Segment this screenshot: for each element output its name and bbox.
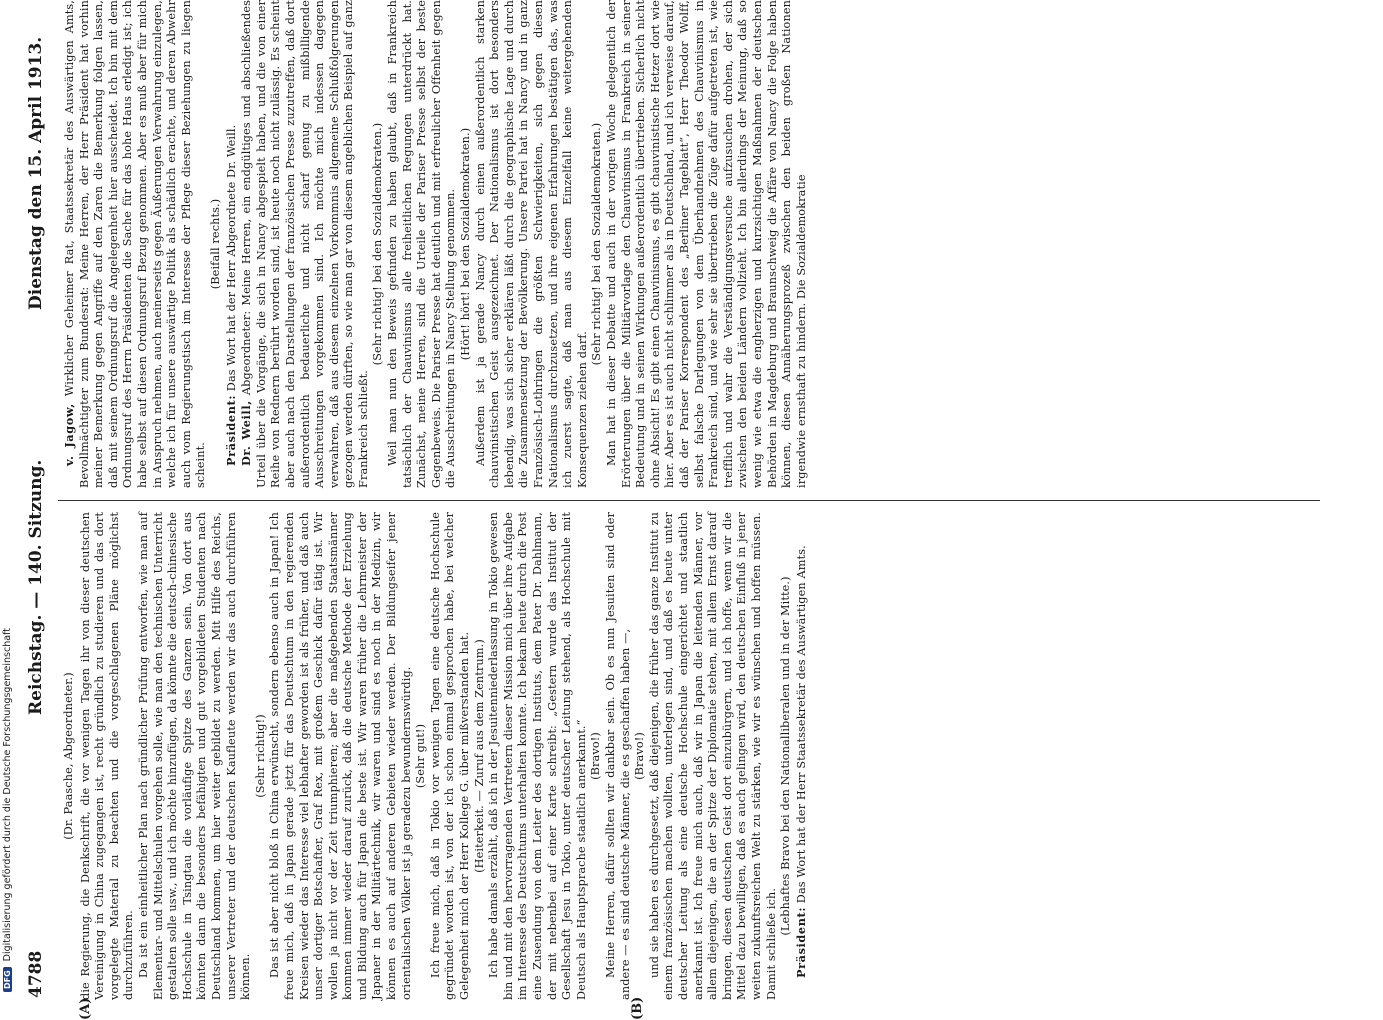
margin-marker-a: (A) xyxy=(78,997,93,1020)
reaction: (Lebhaftes Bravo bei den Nationalliberalen und in der Mitte.) xyxy=(779,576,793,936)
paragraph: Ich freue mich, daß in Tokio vor wenigen Tagen eine deutsche Hochschule gegründet worden ist, von der ich schon einmal gesprochen habe, bei welcher Gelegenheit mich der Herr Kollege G. über mißverstanden hat. xyxy=(428,512,472,1000)
reaction: (Heiterkeit. — Zuruf aus dem Zentrum.) xyxy=(472,639,486,873)
document-page xyxy=(20,0,1320,1020)
paragraph: Meine Herren, dafür sollten wir dankbar sein. Ob es nun Jesuiten sind oder andere — es sind deutsche Männer, die es geschaffen haben —, xyxy=(603,512,632,1000)
paragraph xyxy=(239,0,371,488)
reaction: (Bravo!) xyxy=(589,732,603,780)
margin-marker-b: (B) xyxy=(630,996,645,1020)
reaction: (Hört! hört! bei den Sozialdemokraten.) xyxy=(459,127,473,361)
page-number: 4788 xyxy=(26,950,46,998)
paragraph: Weil man nun den Beweis gefunden zu haben glaubt, daß in Frankreich tatsächlich der Chauvinismus alle freiheitlichen Regungen unterdrückt hat. Zunächst, meine Herren, sind die Urteile der Pariser Presse selbst der beste Gegenbeweis. Die Pariser Presse hat deutlich und mit erfreulicher Offenheit gegen die Ausschreitungen in Nancy Stellung genommen. xyxy=(386,0,458,488)
paragraph: Außerdem ist ja gerade Nancy durch einen außerordentlich starken chauvinistischen Geist ausgezeichnet. Der Nationalismus ist dort besonders lebendig, was sich sicher erklären läßt durch die geographische Lage und durch die Zusammensetzung der Bevölkerung. Unsere Partei hat in Nancy und in ganz Französisch-Lothringen die größten Schwierigkeiten, sich gegen diesen Nationalismus durchzusetzen, und ihre eigenen Erfahrungen bestätigen das, was ich zuerst sagte, daß man aus diesem Einzelfall keine weitergehenden Konsequenzen ziehen darf. xyxy=(473,0,589,488)
paragraph: Das ist aber nicht bloß in China erwünscht, sondern ebenso auch in Japan! Ich freue mich, daß in Japan gerade jetzt für das Deutschtum in den regierenden Kreisen wieder das Interesse viel lebhafter geworden ist als früher, und daß auch unser dortiger Botschafter, Graf Rex, mit großem Geschick dafür tätig ist. Wir wollen ja nicht vor der Zeit triumphieren; aber die maßgebenden Staatsmänner kommen immer wieder darauf zurück, daß die deutsche Methode der Erziehung und Bildung auch für Japan die beste ist. Wir waren früher die Lehrmeister der Japaner in der Militärtechnik, wir waren und sind es noch in der Medizin, wir können es auch auf anderen Gebieten wieder werden. Der Bildungseifer jener orientalischen Völker ist ja geradezu bewundernswürdig. xyxy=(268,512,413,1000)
speaker-label: Präsident: xyxy=(223,394,238,466)
paragraph: Ich habe damals erzählt, daß ich in der Jesuitenniederlassung in Tokio gewesen bin und mit den hervorragenden Vertretern dieser Mission mich über ihre Aufgabe im Interesse des Deutschtums unterhalten konnte. Ich bekam heute durch die Post eine Zusendung von dem Leiter des dortigen Instituts, dem Pater Dr. Dahlmann, der mit nebenbei auf einer Karte schreibt: „Gestern wurde das Institut der Gesellschaft Jesu in Tokio, unter deutscher Leitung stehend, als Hochschule mit Deutsch als Hauptsprache staatlich anerkannt.“ xyxy=(487,512,588,1000)
speaker-label: Dr. Weill, xyxy=(239,400,254,466)
session-date: Dienstag den 15. April 1913. xyxy=(26,36,46,310)
dfg-logo: DFG xyxy=(3,967,12,992)
session-title: Reichstag. — 140. Sitzung. xyxy=(26,459,46,715)
speech-text: Das Wort hat der Herr Staatssekretär des Auswärtigen Amts. xyxy=(794,545,808,907)
reaction: (Sehr richtig!) xyxy=(253,714,267,798)
paragraph: Da ist ein einheitlicher Plan nach gründlicher Prüfung entworfen, wie man auf Elementar- und Mittelschulen vorgehen solle, wie man den technischen Unterricht gestalten solle usw., und ich möchte hinzufügen, da könnte die deutsch-chinesische Hochschule in Tsingtau die vorläufige Spitze des Ganzen sein. Von dort aus könnten dann die besonders befähigten und gut vorgebildeten Studenten nach Deutschland kommen, um hier weiter gebildet zu werden. Mit Hilfe des Reichs, unserer Vertreter und der deutschen Kaufleute werden wir das auch durchführen können. xyxy=(136,512,253,1000)
left-column xyxy=(62,512,809,1000)
speech-text: Wirklicher Geheimer Rat, Staatssekretär des Auswärtigen Amts, Bevollmächtigter zum Bundesrat: Meine Herren, der Herr Präsident hat vorhin meiner Bemerkung gegen Angriffe auf den Zaren die Bemerkung folgen lassen, daß mit seinem Ordnungsruf die Angelegenheit hier ausscheidet. Ich bin mit dem Ordnungsruf des Herrn Präsidenten die Sache für das hohe Haus erledigt ist; ich habe selbst auf diesen Ordnungsruf Bezug genommen. Aber es muß aber für mich in Anspruch nehmen, auch meinerseits gegen Äußerungen Verwahrung einzulegen, welche ich für unsere auswärtige Politik als schädlich erachte, und deren Abwehr auch vom Regierungstisch im Interesse der Pflege dieser Beziehungen zu liegen scheint. xyxy=(63,0,208,488)
reaction: (Sehr richtig! bei den Sozialdemokraten.) xyxy=(371,122,385,366)
right-column xyxy=(62,0,809,488)
paragraph: die Regierung, die Denkschrift, die vor wenigen Tagen ihr von dieser deutschen Vereinigung in China zugegangen ist, recht gründlich zu studieren und das dort vorgelegte Material zu beachten und die vorgeschlagenen Pläne möglichst durchzuführen. xyxy=(78,512,136,1000)
paragraph xyxy=(794,512,810,1000)
column-divider xyxy=(58,500,1320,501)
page-header xyxy=(22,0,56,1000)
paragraph xyxy=(62,0,209,488)
digitization-note xyxy=(2,0,16,1000)
speaker-label: v. Jagow, xyxy=(62,403,76,466)
digitization-note-text: Digitalisierung gefördert durch die Deutsche Forschungsgemeinschaft xyxy=(2,628,13,962)
speaker-label: Präsident: xyxy=(793,906,808,978)
reaction: (Sehr richtig! bei den Sozialdemokraten.) xyxy=(590,122,604,366)
reaction: (Beifall rechts.) xyxy=(208,198,222,290)
speech-text: Das Wort hat der Herr Abgeordnete Dr. Weill. xyxy=(224,124,238,395)
paragraph: und sie haben es durchgesetzt, daß diejenigen, die früher das ganze Institut zu einem französischen machen wollten, unterlegen sind, und daß es heute unter deutscher Leitung als eine deutsche Hochschule eingerichtet und staatlich anerkannt ist. Ich freue mich auch, daß wir in Japan die leitenden Männer, vor allem diejenigen, die an der Spitze der Diplomatie stehen, mit allem Ernst darauf bringen, diesen deutschen Geist dort einzubürgern, und ich hoffe, wenn wir die Mittel dazu bewilligen, daß es auch gelingen wird, den deutschen Einfluß in jener weiten zukunftsreichen Welt zu stärken, wie wir es wünschen und hoffen müssen. Damit schließe ich. xyxy=(647,512,778,1000)
paragraph: Man hat in dieser Debatte und auch in der vorigen Woche gelegentlich der Erörterungen über die Militärvorlage den Chauvinismus in Frankreich in seiner Bedeutung und in seinen Wirkungen außerordentlich übertrieben. Sicherlich nicht ohne Absicht! Es gibt einen Chauvinismus, es gibt chauvinistische Hetzer dort wie hier. Aber es ist auch nicht schlimmer als in Deutschland, und ich verweise darauf, daß der Pariser Korrespondent des „Berliner Tageblatt“, Herr Theodor Wolff, selbst falsche Darlegungen von dem Überhandnehmen des Chauvinismus in Frankreich sind, und wie sehr sie übertrieben die Züge dafür aufgetreten ist, wie trefflich und wahr die Verständigungsversuche aufzusuchen drohen, der sich zwischen den beiden Ländern vollzieht. Ich bin allerdings der Meinung, daß so wenig wie etwa die engherzigen und kurzsichtigen Maßnahmen der deutschen Behörden in Magdeburg und Braunschweig die Affäre von Nancy die Folge haben können, diesen Annäherungsprozeß zwischen den beiden großen Nationen irgendwie ernsthaft zu hindern. Die Sozialdemokratie xyxy=(604,0,808,488)
paragraph xyxy=(224,0,240,488)
speaker-note: (Dr. Paasche, Abgeordneter.) xyxy=(62,672,75,840)
reaction: (Bravo!) xyxy=(633,732,647,780)
reaction: (Sehr gut!) xyxy=(414,723,428,789)
speech-text: Abgeordneter: Meine Herren, ein endgültiges und abschließendes Urteil über die Vorgänge, die sich in Nancy abgespielt haben, und die von einer Reihe von Rednern berührt worden sind, ist heute noch nicht zulässig. Es scheint aber auch nach den Darstellungen der französischen Presse zuzutreffen, daß dort außerordentlich bedauerliche und nicht scharf genug zu mißbilligende Ausschreitungen vorgekommen sind. Ich möchte mich indessen dagegen verwahren, daß aus diesem einzelnen Vorkommnis allgemeine Schlußfolgerungen gezogen werden dürften, so wie man gar von diesem angeblichen Beispiel auf ganz Frankreich schließt. xyxy=(240,0,370,488)
